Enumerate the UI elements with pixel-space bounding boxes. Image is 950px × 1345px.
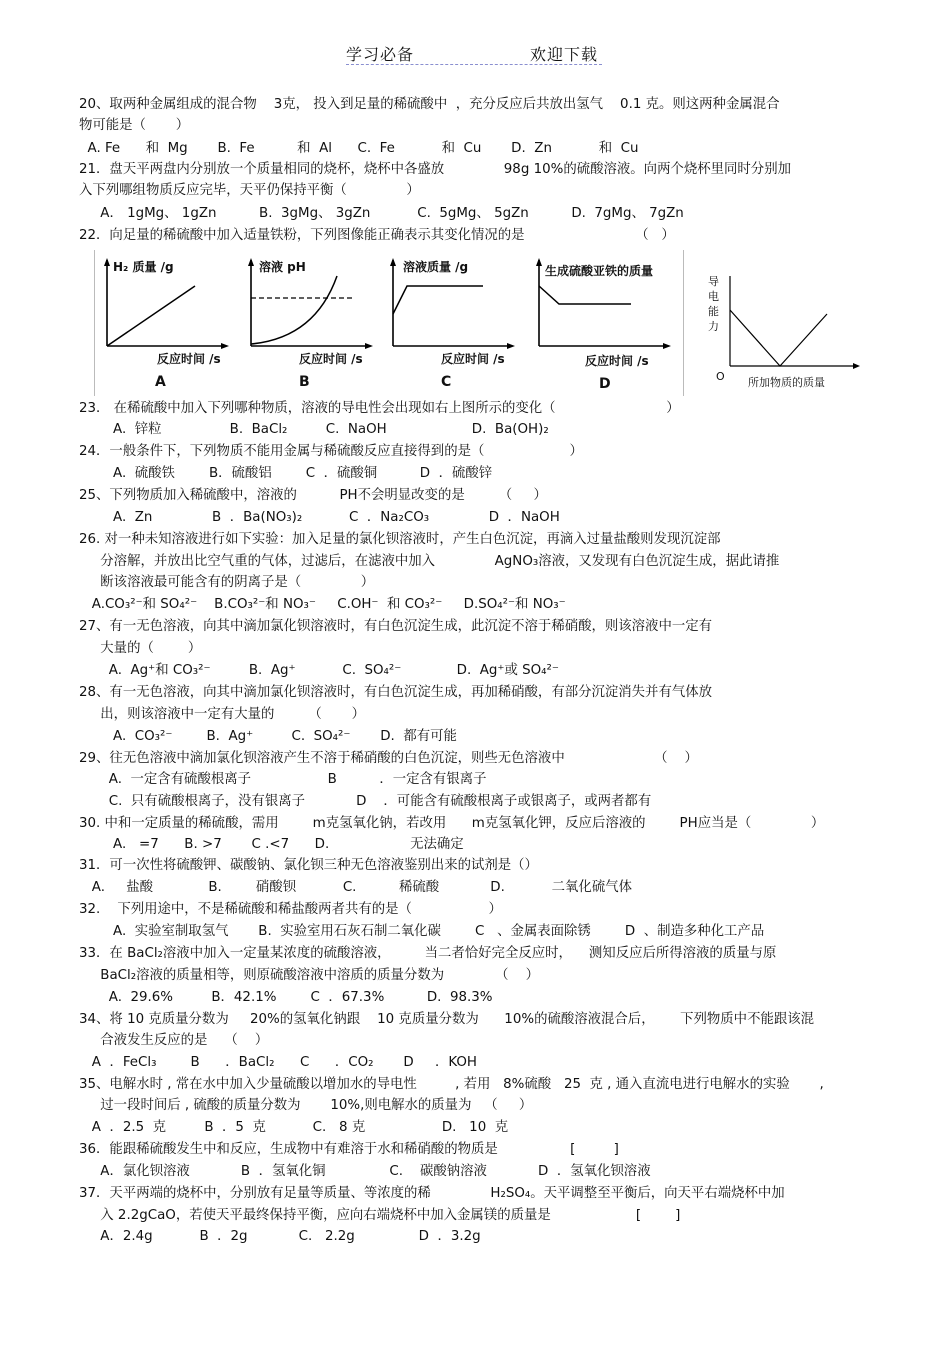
question-line: A. 29.6% B．42.1% C ．67.3% D. 98.3%: [79, 990, 493, 1005]
question-line: 27、有一无色溶液，向其中滴加氯化钡溶液时，有白色沉淀生成，此沉淀不溶于稀硝酸，则该溶液中一定有: [79, 619, 713, 634]
question-line: 34、将 10 克质量分数为 20%的氢氧化钠跟 10 克质量分数为 10%的硫酸溶液混合后， 下列物质中不能跟该混: [79, 1012, 815, 1027]
chart-a-letter: A: [155, 374, 166, 390]
question-line: 23． 在稀硫酸中加入下列哪种物质，溶液的导电性会出现如右上图所示的变化（ ）: [79, 401, 680, 416]
question-line: 物可能是（ ）: [79, 118, 190, 133]
conductivity-xlabel: 所加物质的质量: [748, 376, 825, 389]
chart-b-xlabel: 反应时间 /s: [299, 352, 363, 366]
question-line: 分溶解，并放出比空气重的气体，过滤后，在滤液中加入 AgNO₃溶液，又发现有白色沉淀生成，据此请推: [79, 554, 780, 569]
question-line: A. 盐酸 B. 硝酸钡 C. 稀硫酸 D. 二氧化硫气体: [79, 880, 632, 895]
question-line: 过一段时间后 , 硫酸的质量分数为 10%,则电解水的质量为 （ ）: [79, 1098, 533, 1113]
question-line: 断该溶液最可能含有的阴离子是（ ）: [79, 575, 375, 590]
conductivity-origin: O: [716, 370, 725, 383]
question-line: 大量的（ ）: [79, 641, 202, 656]
question-line: A． 1gMg、 1gZn B. 3gMg、 3gZn C. 5gMg、 5gZn D. 7gMg、 7gZn: [79, 206, 684, 221]
question-line: 30. 中和一定质量的稀硫酸，需用 m克氢氧化钠，若改用 m克氢氧化钾，反应后溶液的 PH应当是（ ）: [79, 816, 825, 831]
header-left: 学习必备: [346, 45, 415, 64]
question-line: BaCl₂溶液的质量相等，则原硫酸溶液中溶质的质量分数为 （ ）: [79, 968, 539, 983]
question-line: A. 一定含有硫酸根离子 B ．一定含有银离子: [79, 772, 487, 787]
question-line: A. CO₃²⁻ B. Ag⁺ C. SO₄²⁻ D. 都有可能: [79, 729, 457, 744]
question-line: 20、取两种金属组成的混合物 3克， 投入到足量的稀硫酸中 ，充分反应后共放出氢气 0.1 克。则这两种金属混合: [79, 97, 780, 112]
question-line: A. Fe 和 Mg B. Fe 和 Al C. Fe 和 Cu D. Zn 和 Cu: [79, 141, 639, 156]
conductivity-graph: [702, 272, 862, 372]
question-line: 26. 对一种未知溶液进行如下实验：加入足量的氯化钡溶液时，产生白色沉淀，再滴入过量盐酸则发现沉淀部: [79, 532, 721, 547]
question-line: 29、往无色溶液中滴加氯化钡溶液产生不溶于稀硝酸的白色沉淀，则些无色溶液中 （ ）: [79, 751, 698, 766]
chart-c-letter: C: [441, 374, 452, 390]
question-line: 31．可一次性将硫酸钾、碳酸钠、氯化钡三种无色溶液鉴别出来的试剂是（）: [79, 858, 538, 873]
question-line: A ．2.5 克 B ．5 克 C. 8 克 D. 10 克: [79, 1120, 509, 1135]
header-dashed-line: [346, 64, 602, 65]
question-line: A. 实验室制取氢气 B. 实验室用石灰石制二氧化碳 C 、金属表面除锈 D 、制造多种化工产品: [79, 924, 765, 939]
answer-charts-panel: [94, 250, 684, 396]
chart-d-letter: D: [599, 376, 611, 392]
question-line: 出，则该溶液中一定有大量的 （ ）: [79, 707, 365, 722]
question-line: 21．盘天平两盘内分别放一个质量相同的烧杯，烧杯中各盛放 98g 10%的硫酸溶液。向两个烧杯里同时分别加: [79, 162, 791, 177]
question-line: A. Ag⁺和 CO₃²⁻ B. Ag⁺ C. SO₄²⁻ D. Ag⁺或 SO₄²⁻: [79, 663, 559, 678]
question-line: 入 2.2gCaO，若使天平最终保持平衡，应向右端烧杯中加入金属镁的质量是 [ ]: [79, 1208, 681, 1223]
chart-d-xlabel: 反应时间 /s: [585, 354, 649, 368]
question-line: 36．能跟稀硫酸发生中和反应，生成物中有难溶于水和稀硝酸的物质是 [ ]: [79, 1142, 619, 1157]
conductivity-ylabel: 导电能力: [708, 275, 719, 333]
question-line: A．2.4g B ．2g C. 2.2g D ．3.2g: [79, 1229, 481, 1244]
header-right: 欢迎下载: [530, 45, 599, 64]
question-line: A. 硫酸铁 B．硫酸铝 C ．硫酸铜 D ．硫酸锌: [79, 466, 493, 481]
question-line: 37．天平两端的烧杯中，分别放有足量等质量、等浓度的稀 H₂SO₄。天平调整至平衡后，向天平右端烧杯中加: [79, 1186, 785, 1201]
question-line: 22．向足量的稀硫酸中加入适量铁粉，下列图像能正确表示其变化情况的是 （ ）: [79, 228, 675, 243]
question-line: A ．FeCl₃ B ．BaCl₂ C ．CO₂ D ．KOH: [79, 1055, 477, 1070]
question-line: A. 锌粒 B. BaCl₂ C. NaOH D. Ba(OH)₂: [79, 422, 549, 437]
question-line: A. =7 B. >7 C .<7 D. 无法确定: [79, 837, 464, 852]
question-line: 35、电解水时 , 常在水中加入少量硫酸以增加水的导电性 , 若用 8%硫酸 25 克 , 通入直流电进行电解水的实验 ,: [79, 1077, 824, 1092]
chart-a-ylabel: H₂ 质量 /g: [113, 260, 174, 274]
chart-b-letter: B: [299, 374, 310, 390]
chart-c-ylabel: 溶液质量 /g: [403, 260, 469, 274]
chart-b-ylabel: 溶液 pH: [259, 260, 306, 274]
chart-d-ylabel: 生成硫酸亚铁的质量: [545, 264, 654, 278]
question-line: A．氯化钡溶液 B ．氢氧化铜 C. 碳酸钠溶液 D ．氢氧化钡溶液: [79, 1164, 651, 1179]
question-line: 25、下列物质加入稀硫酸中，溶液的 PH不会明显改变的是 （ ）: [79, 488, 547, 503]
chart-c-xlabel: 反应时间 /s: [441, 352, 505, 366]
chart-a-xlabel: 反应时间 /s: [157, 352, 221, 366]
question-line: 入下列哪组物质反应完毕，天平仍保持平衡（ ）: [79, 183, 420, 198]
question-line: 32. 下列用途中，不是稀硫酸和稀盐酸两者共有的是（ ）: [79, 902, 502, 917]
question-line: C. 只有硫酸根离子，没有银离子 D ．可能含有硫酸根离子或银离子，或两者都有: [79, 794, 652, 809]
question-line: A. Zn B ．Ba(NO₃)₂ C ．Na₂CO₃ D ．NaOH: [79, 510, 560, 525]
question-line: A.CO₃²⁻和 SO₄²⁻ B.CO₃²⁻和 NO₃⁻ C.OH⁻ 和 CO₃²⁻ D.SO₄²⁻和 NO₃⁻: [79, 597, 566, 612]
question-line: 24．一般条件下，下列物质不能用金属与稀硫酸反应直接得到的是（ ）: [79, 444, 583, 459]
question-line: 28、有一无色溶液，向其中滴加氯化钡溶液时，有白色沉淀生成，再加稀硝酸，有部分沉淀消失并有气体放: [79, 685, 713, 700]
question-line: 33．在 BaCl₂溶液中加入一定量某浓度的硫酸溶液， 当二者恰好完全反应时， 测知反应后所得溶液的质量与原: [79, 946, 777, 961]
question-line: 合液发生反应的是 （ ）: [79, 1033, 269, 1048]
